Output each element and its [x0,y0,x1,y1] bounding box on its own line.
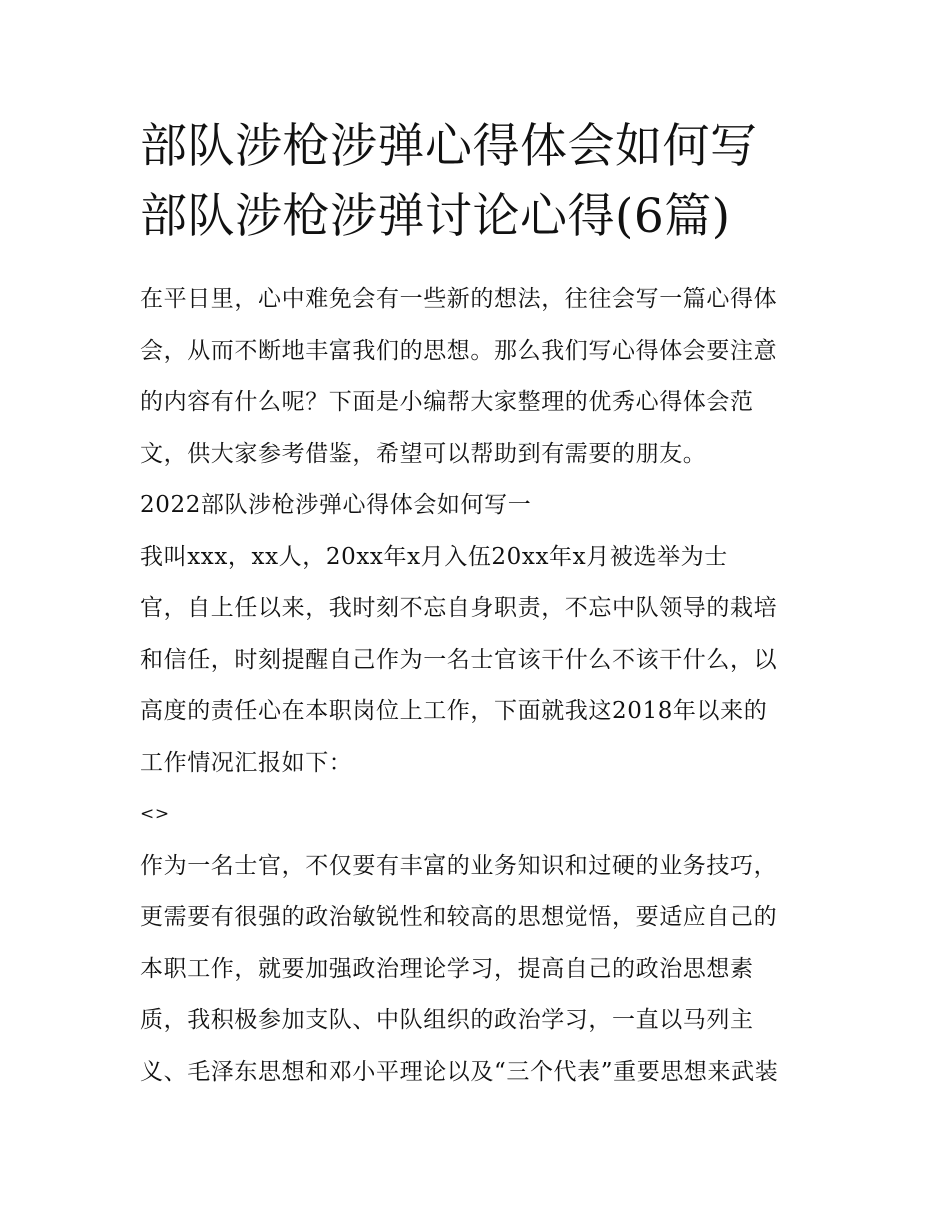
title-line-1: 部队涉枪涉弹心得体会如何写 [140,119,758,174]
body-line-10: 义、毛泽东思想和邓小平理论以及“三个代表”重要思想来武装 [140,1058,779,1085]
title-line-2: 部队涉枪涉弹讨论心得(6篇) [140,189,731,244]
body-line-6: 作为一名士官，不仅要有丰富的业务知识和过硬的业务技巧， [140,852,778,879]
body-line-7: 更需要有很强的政治敏锐性和较高的思想觉悟，要适应自己的 [140,904,778,930]
body-line-intro-4: 文，供大家参考借鉴，希望可以帮助到有需要的朋友。 [140,440,707,467]
body-line-3: 和信任，时刻提醒自己作为一名士官该干什么不该干什么，以 [140,646,778,673]
body-line-1: 我叫xxx，xx人，20xx年x月入伍20xx年x月被选举为士 [140,543,728,570]
body-line-intro-3: 的内容有什么呢？下面是小编帮大家整理的优秀心得体会范 [140,389,754,415]
document-body [140,274,812,1098]
body-line-4: 高度的责任心在本职岗位上工作，下面就我这2018年以来的 [140,698,768,724]
section-heading: 2022部队涉枪涉弹心得体会如何写一 [140,492,532,518]
body-line-8: 本职工作，就要加强政治理论学习，提高自己的政治思想素 [140,955,754,982]
document-page [140,112,812,1098]
body-line-2: 官，自上任以来，我时刻不忘自身职责，不忘中队领导的栽培 [140,595,778,621]
body-line-intro-1: 在平日里，心中难免会有一些新的想法，往往会写一篇心得体 [140,286,778,312]
placeholder-marker: <> [140,804,170,824]
document-title [140,112,812,252]
body-line-intro-2: 会，从而不断地丰富我们的思想。那么我们写心得体会要注意 [140,337,778,364]
body-line-5: 工作情况汇报如下： [140,749,353,776]
body-line-9: 质，我积极参加支队、中队组织的政治学习，一直以马列主 [140,1007,754,1033]
